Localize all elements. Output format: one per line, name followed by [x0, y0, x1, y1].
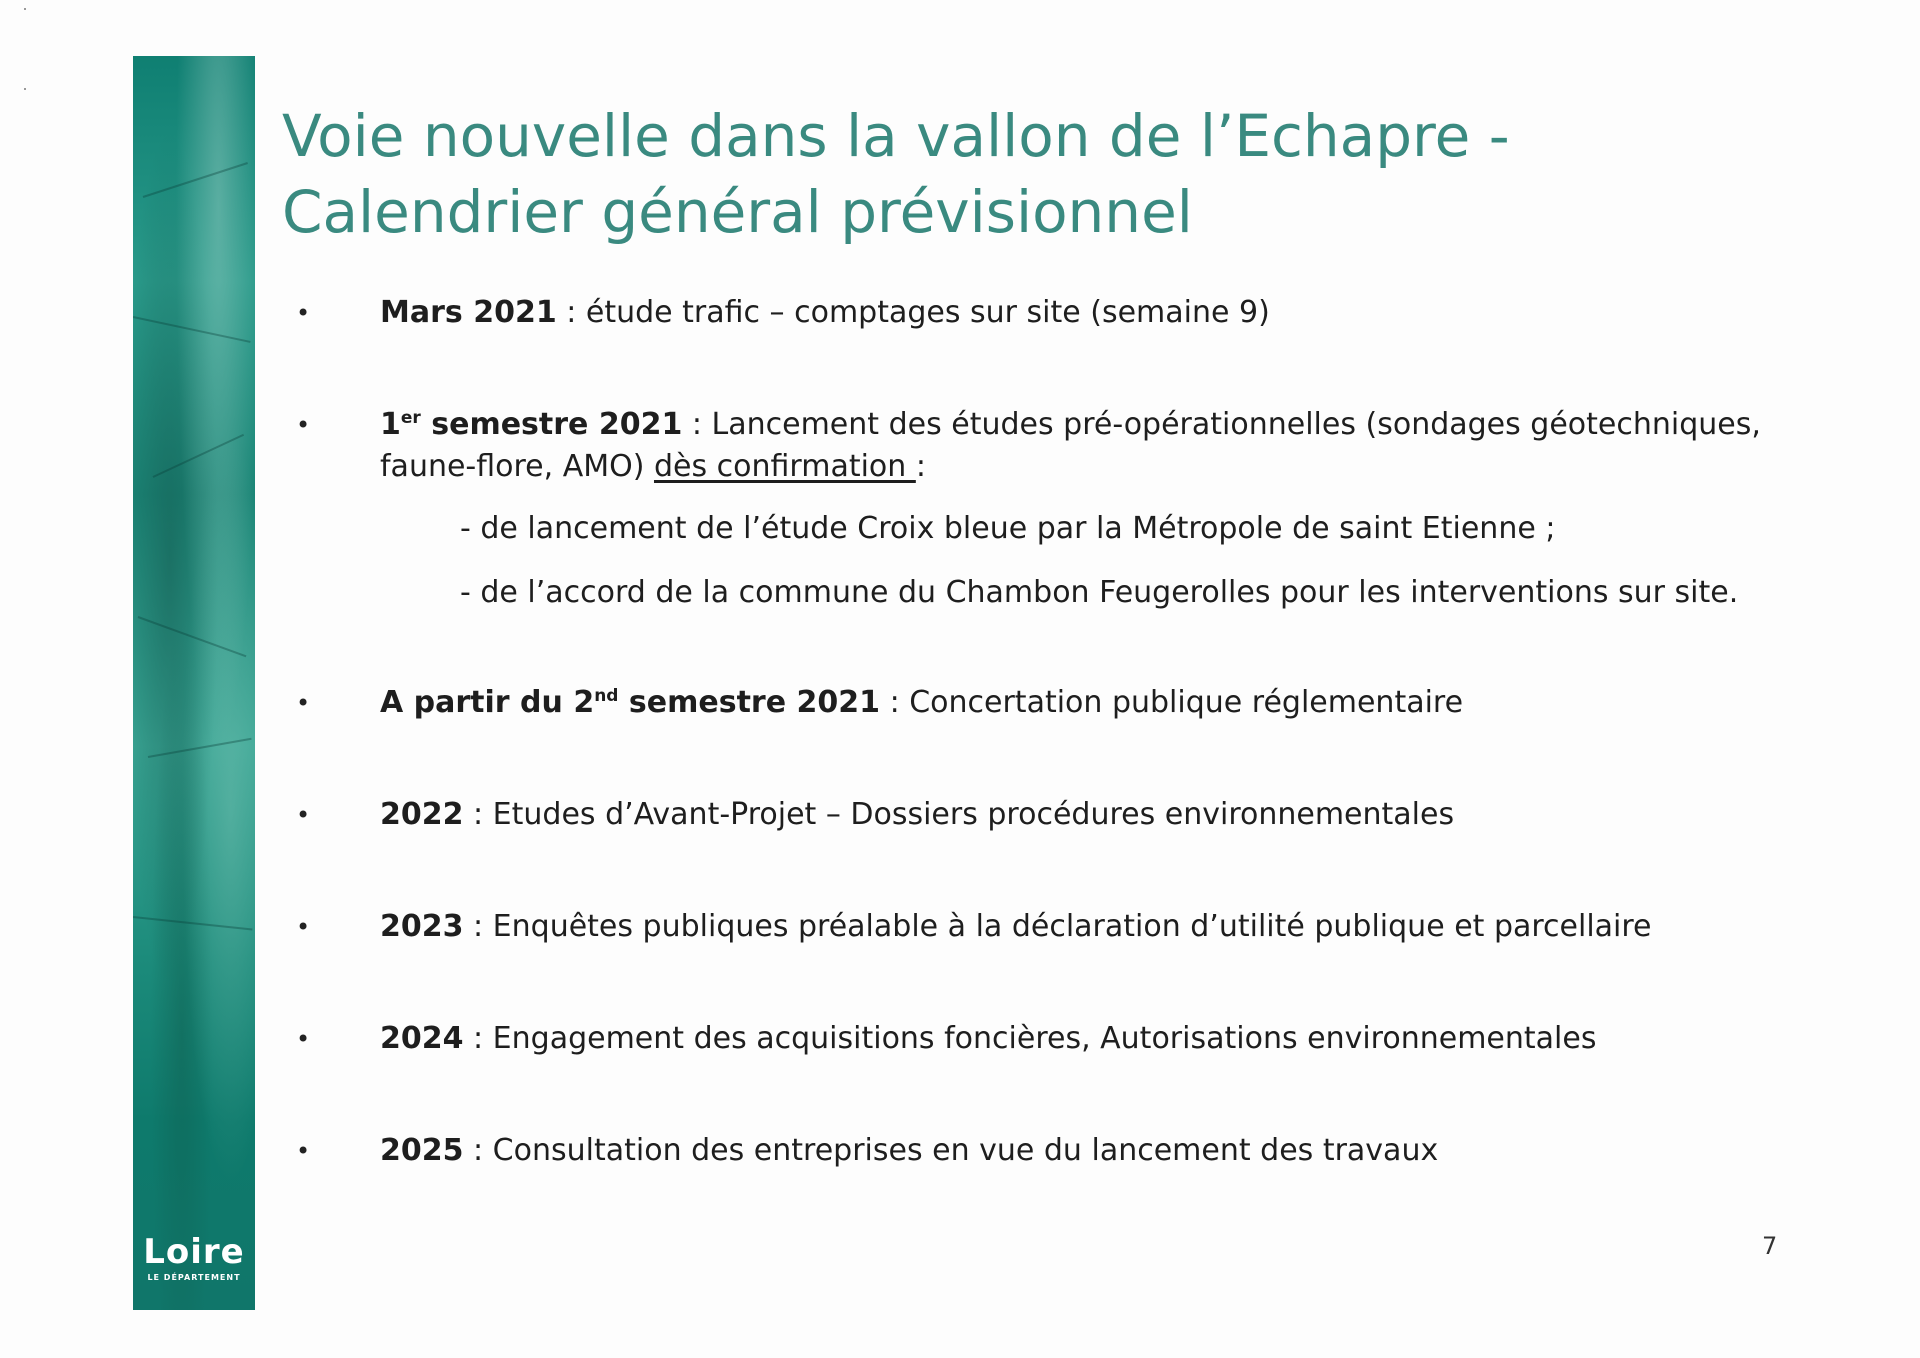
- schedule-list: [292, 292, 1772, 1172]
- tree-branch-decor: [133, 316, 251, 343]
- logo-name: Loire: [143, 1232, 245, 1272]
- logo-subtitle: LE DÉPARTEMENT: [147, 1273, 241, 1282]
- bullet-icon: •: [296, 801, 311, 829]
- bullet-icon: •: [296, 689, 311, 717]
- item-lead: [380, 685, 880, 720]
- item-lead-prefix: 1: [380, 407, 401, 442]
- bullet-icon: •: [296, 1025, 311, 1053]
- tree-branch-decor: [138, 616, 247, 657]
- bullet-icon: •: [296, 913, 311, 941]
- slide-title: [282, 98, 1582, 250]
- item-text: : Engagement des acquisitions foncières, Autorisations environnementales: [463, 1021, 1597, 1056]
- item-lead-sup: er: [400, 408, 421, 428]
- bullet-icon: •: [296, 411, 311, 439]
- list-item: [292, 292, 1772, 334]
- item-text: : Lancement des études pré-opérationnelles (sondages géotechniques, faune-flore, AMO): [380, 407, 1761, 484]
- scan-speck: [24, 8, 26, 10]
- item-lead-suffix: semestre 2021: [420, 407, 683, 442]
- item-lead: Mars 2021: [380, 295, 557, 330]
- item-lead-suffix: semestre 2021: [618, 685, 881, 720]
- item-lead: [380, 407, 682, 442]
- sub-item: - de l’accord de la commune du Chambon Feugerolles pour les interventions sur site.: [460, 575, 1739, 610]
- item-text: : Enquêtes publiques préalable à la déclaration d’utilité publique et parcellaire: [463, 909, 1652, 944]
- item-lead: 2024: [380, 1021, 464, 1056]
- item-lead: 2023: [380, 909, 464, 944]
- item-text-after: :: [915, 449, 926, 484]
- list-item: [292, 404, 1772, 614]
- item-lead: 2025: [380, 1133, 464, 1168]
- tree-branch-decor: [143, 162, 248, 198]
- bullet-icon: •: [296, 1137, 311, 1165]
- item-text: : Etudes d’Avant-Projet – Dossiers procédures environnementales: [463, 797, 1455, 832]
- tree-branch-decor: [133, 916, 252, 931]
- item-text: : Concertation publique réglementaire: [880, 685, 1464, 720]
- sub-item: - de lancement de l’étude Croix bleue par la Métropole de saint Etienne ;: [460, 511, 1556, 546]
- slide-title-line-2: Calendrier général prévisionnel: [282, 178, 1193, 246]
- slide-title-line-1: Voie nouvelle dans la vallon de l’Echapre -: [282, 102, 1510, 170]
- tree-branch-decor: [148, 738, 252, 758]
- item-text: : Consultation des entreprises en vue du lancement des travaux: [463, 1133, 1439, 1168]
- scan-speck: [24, 88, 26, 90]
- list-item: [292, 682, 1772, 724]
- list-item: [292, 1130, 1772, 1172]
- item-lead-sup: nd: [594, 686, 619, 706]
- list-item: [292, 1018, 1772, 1060]
- loire-logo: [133, 1233, 255, 1282]
- item-lead: 2022: [380, 797, 464, 832]
- list-item: [292, 906, 1772, 948]
- decorative-side-band: [133, 56, 255, 1310]
- page-number: 7: [1762, 1232, 1778, 1260]
- item-text: : étude trafic – comptages sur site (semaine 9): [556, 295, 1270, 330]
- list-item: [292, 794, 1772, 836]
- item-lead-prefix: A partir du 2: [380, 685, 595, 720]
- item-underlined-text: dès confirmation: [653, 449, 916, 484]
- bullet-icon: •: [296, 299, 311, 327]
- tree-branch-decor: [153, 434, 244, 478]
